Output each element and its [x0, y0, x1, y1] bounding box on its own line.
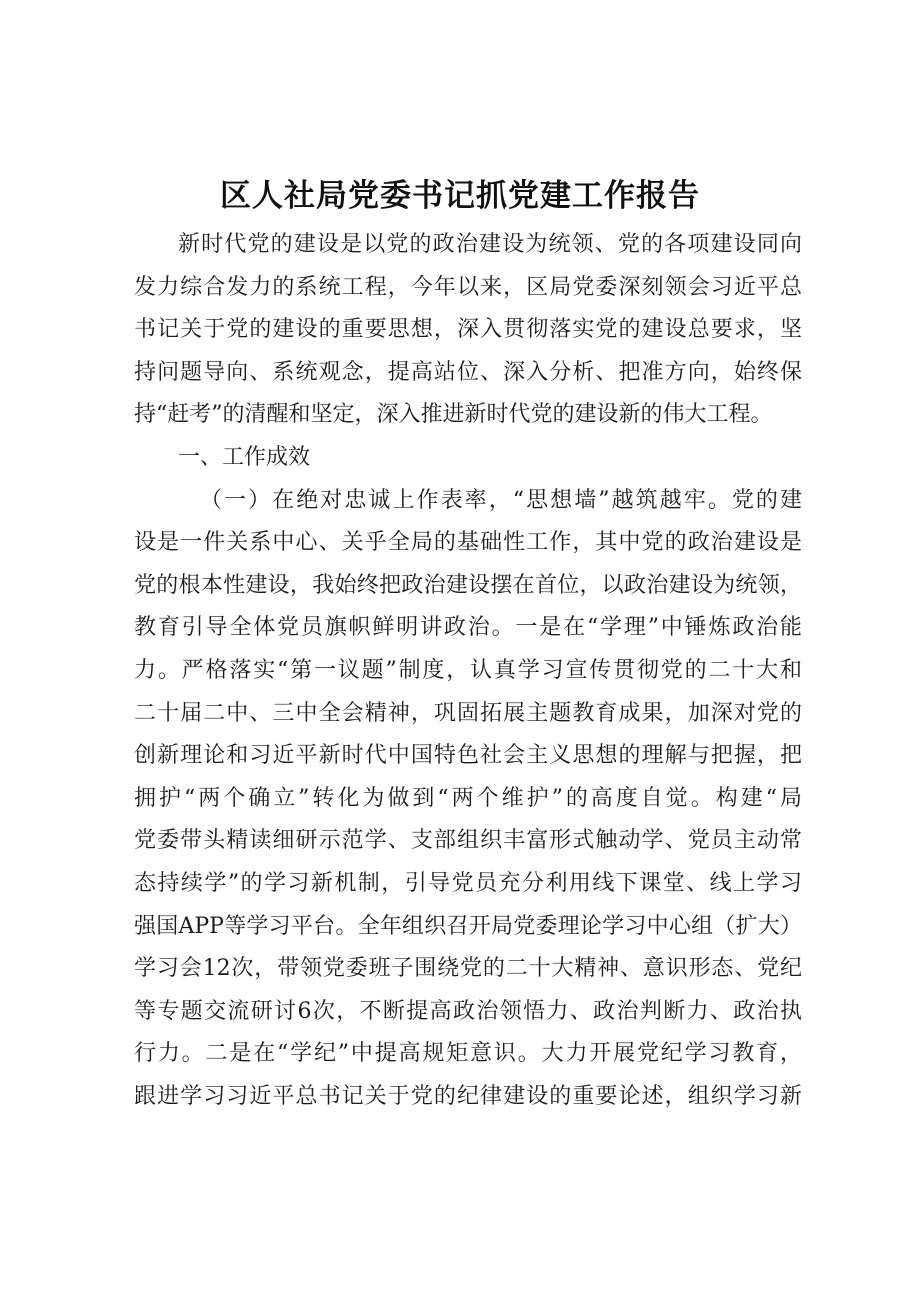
body-line: 设是一件关系中心、关乎全局的基础性工作，其中党的政治建设是	[134, 530, 802, 556]
document-body	[134, 224, 802, 1118]
section-heading: 一、工作成效	[178, 444, 311, 470]
subsection-line: （一）在绝对忠诚上作表率，“思想墙”越筑越牢。党的建	[200, 487, 802, 513]
body-line: 行力。二是在“学纪”中提高规矩意识。大力开展党纪学习教育，	[134, 1041, 802, 1067]
body-line: 力。严格落实“第一议题”制度，认真学习宣传贯彻党的二十大和	[134, 657, 802, 683]
body-line: 持“赶考”的清醒和坚定，深入推进新时代党的建设新的伟大工程。	[134, 402, 773, 428]
body-line: 党委带头精读细研示范学、支部组织丰富形式触动学、党员主动常	[134, 828, 802, 854]
body-line: 新时代党的建设是以党的政治建设为统领、党的各项建设同向	[178, 232, 802, 257]
body-line: 发力综合发力的系统工程，今年以来，区局党委深刻领会习近平总	[134, 274, 802, 300]
body-line: 创新理论和习近平新时代中国特色社会主义思想的理解与把握，把	[134, 743, 802, 769]
body-line: 强国APP等学习平台。全年组织召开局党委理论学习中心组（扩大）	[134, 913, 802, 939]
body-line: 持问题导向、系统观念，提高站位、深入分析、把准方向，始终保	[134, 359, 802, 385]
body-line: 二十届二中、三中全会精神，巩固拓展主题教育成果，加深对党的	[134, 700, 802, 726]
document-title: 区人社局党委书记抓党建工作报告	[220, 178, 700, 214]
body-line: 跟进学习习近平总书记关于党的纪律建设的重要论述，组织学习新	[134, 1083, 802, 1109]
body-line: 学习会12次，带领党委班子围绕党的二十大精神、意识形态、党纪	[134, 956, 802, 982]
body-line: 书记关于党的建设的重要思想，深入贯彻落实党的建设总要求，坚	[134, 317, 802, 343]
body-line: 等专题交流研讨6次，不断提高政治领悟力、政治判断力、政治执	[134, 998, 802, 1024]
body-line: 拥护“两个确立”转化为做到“两个维护”的高度自觉。构建“局	[134, 785, 802, 811]
body-line: 态持续学”的学习新机制，引导党员充分利用线下课堂、线上学习	[134, 870, 802, 896]
body-line: 党的根本性建设，我始终把政治建设摆在首位，以政治建设为统领，	[134, 572, 802, 598]
body-line: 教育引导全体党员旗帜鲜明讲政治。一是在“学理”中锤炼政治能	[134, 615, 802, 641]
